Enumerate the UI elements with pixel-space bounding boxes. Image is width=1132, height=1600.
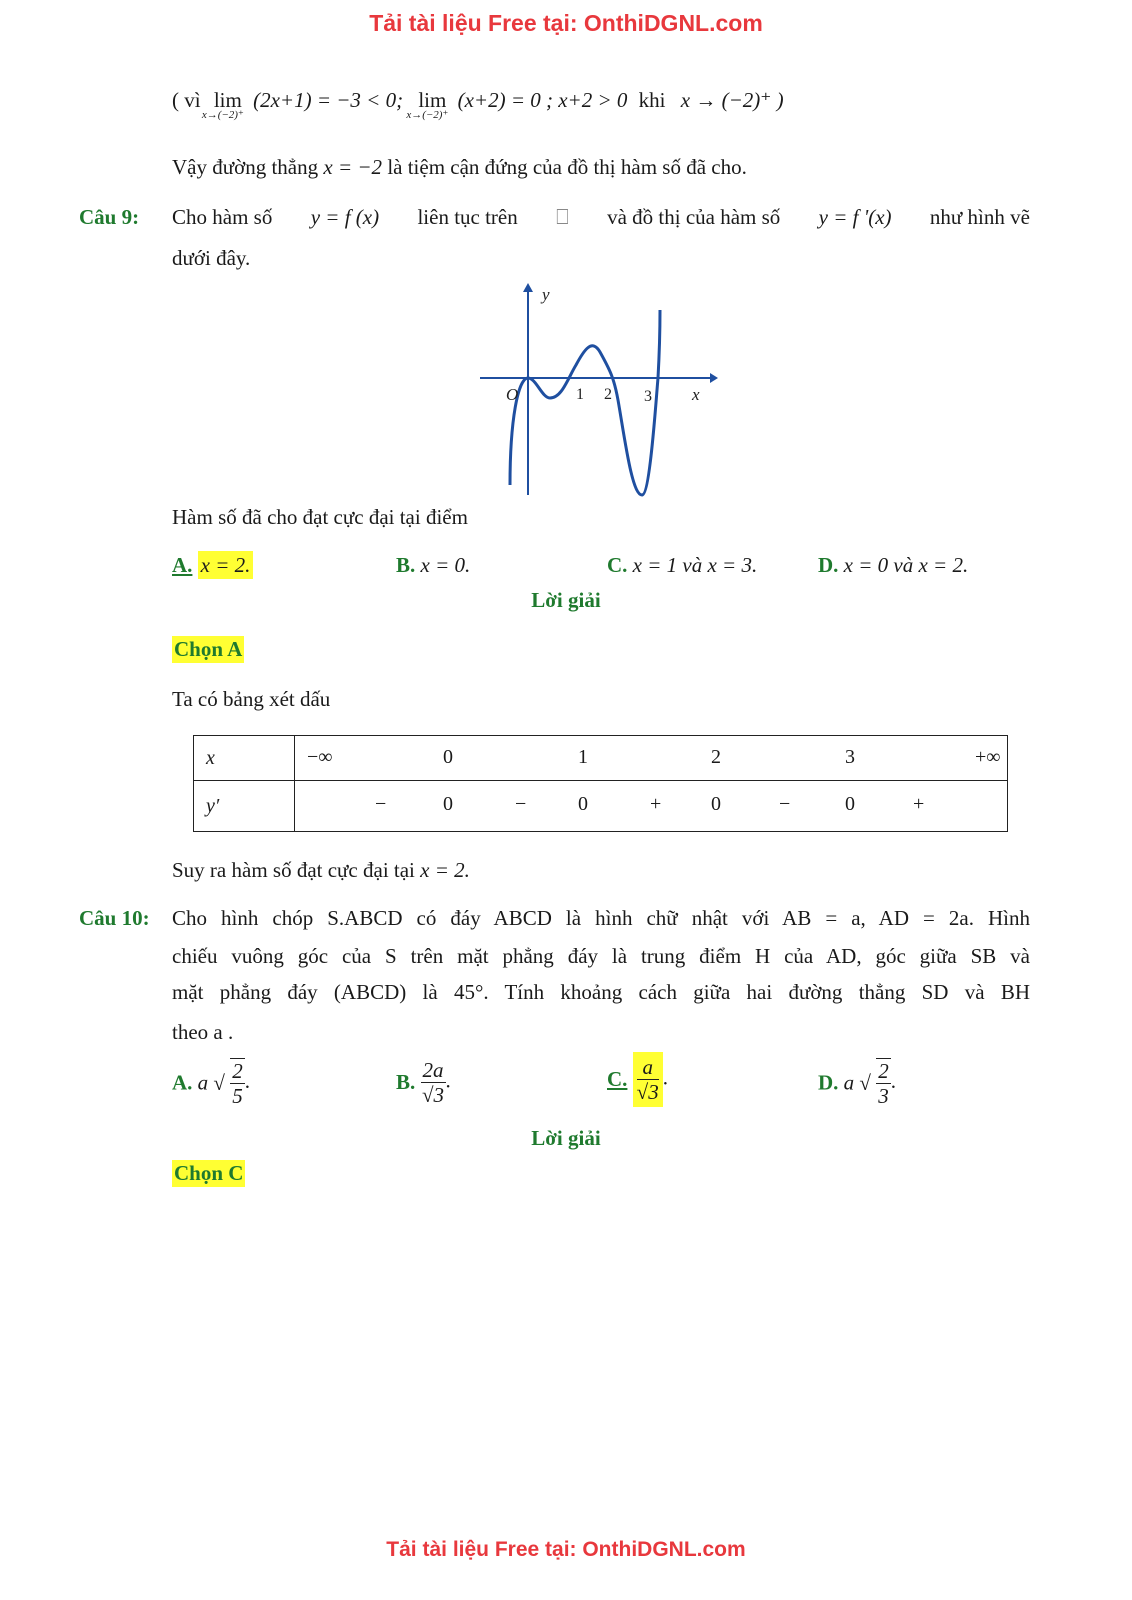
q10-label: Câu 10:: [79, 906, 150, 930]
q9-option-b[interactable]: [396, 553, 470, 578]
q10-option-b-den-value: 3: [433, 1083, 445, 1107]
limit-2-word: lim: [418, 88, 447, 112]
x-value: 1: [578, 746, 588, 768]
q9-option-a-letter: A.: [172, 553, 193, 577]
q9-option-d-text: x = 0 và x = 2.: [843, 553, 969, 577]
intro-tail: x → (−2)⁺ ): [680, 88, 784, 112]
sign-table-head-y: y′: [194, 781, 295, 832]
q10-option-d-letter: D.: [818, 1070, 839, 1095]
q10-option-c[interactable]: C. $\frac{a}{√3}$ .: [607, 1052, 668, 1107]
q9-text-d: như hình vẽ: [929, 205, 1030, 229]
graph-x-label: x: [692, 385, 700, 404]
derivative-curve: [510, 310, 660, 495]
intro-khi: khi: [638, 88, 666, 112]
intro-open: ( vì: [172, 88, 201, 112]
derivative-graph: [470, 280, 720, 500]
q10-option-c-letter: C.: [607, 1067, 628, 1091]
q10-option-a-fraction: [230, 1058, 245, 1108]
limit-2-expr: (x+2) = 0 ; x+2 > 0: [457, 88, 628, 112]
q9-solution-title: Lời giải: [531, 588, 601, 612]
q9-label: Câu 9:: [79, 205, 140, 229]
q9-conclusion-text: Suy ra hàm số đạt cực đại tại: [172, 858, 415, 882]
graph-tick-1: 1: [576, 386, 584, 403]
sign-value: 0: [443, 793, 453, 815]
q9-option-d-letter: D.: [818, 553, 839, 577]
limit-1-word: lim: [213, 88, 242, 112]
q10-choice: Chọn C: [174, 1161, 244, 1185]
q10-line1: Cho hình chóp S.ABCD có đáy ABCD là hình chữ nhật với AB = a, AD = 2a. Hình: [172, 906, 1030, 930]
q10-option-a[interactable]: A. a √ $\frac{2}{5}$ .: [172, 1059, 250, 1108]
q10-option-a-letter: A.: [172, 1070, 193, 1095]
x-value: −∞: [307, 746, 333, 768]
x-value: 3: [845, 746, 855, 768]
q10-line2: chiếu vuông góc của S trên mặt phẳng đáy là trung điểm H của AD, góc giữa SB và: [172, 944, 1030, 968]
q9-option-c-text: x = 1 và x = 3.: [632, 553, 758, 577]
q9-choice: Chọn A: [174, 637, 243, 661]
q9-table-intro: Ta có bảng xét dấu: [172, 687, 331, 711]
q9-math-b: y = f '(x): [818, 205, 892, 229]
sign-table: [193, 735, 1008, 832]
q9-option-a-text: x = 2.: [198, 551, 254, 579]
intro-conclusion-text-2: là tiệm cận đứng của đồ thị hàm số đã cho.: [387, 155, 747, 179]
graph-origin-label: O: [506, 385, 519, 404]
sign-table-head-x: x: [194, 736, 295, 781]
sign-table-row-y: [194, 781, 1008, 832]
intro-conclusion-math: x = −2: [323, 155, 383, 179]
q9-conclusion: [172, 858, 470, 883]
q10-option-b[interactable]: B. $\frac{2a}{√3}$ .: [396, 1058, 451, 1107]
q10-option-b-num: 2a: [422, 1058, 444, 1082]
q10-option-a-num: 2: [232, 1059, 243, 1083]
sign-value: +: [913, 793, 925, 815]
intro-conclusion: [172, 155, 747, 180]
sign-value: +: [650, 793, 662, 815]
footer-banner[interactable]: Tải tài liệu Free tại: OnthiDGNL.com: [386, 1538, 746, 1561]
q9-option-b-text: x = 0.: [420, 553, 471, 577]
q9-text-b: liên tục trên: [417, 205, 518, 229]
sign-value: −: [375, 793, 387, 815]
limit-2: [406, 88, 449, 121]
q10-option-c-den: √3: [636, 1080, 659, 1104]
q9-question: Hàm số đã cho đạt cực đại tại điểm: [172, 505, 468, 529]
q9-stem-line2: dưới đây.: [172, 246, 251, 270]
q10-option-b-fraction: [421, 1058, 446, 1107]
sign-value: 0: [711, 793, 721, 815]
limit-1-expr: (2x+1) = −3 < 0;: [253, 88, 404, 112]
x-value: +∞: [975, 746, 1001, 768]
q10-option-c-num: a: [637, 1055, 659, 1080]
sign-table-y-values: [295, 781, 1008, 832]
q10-option-d-num: 2: [878, 1059, 889, 1083]
q10-option-c-den-value: 3: [648, 1080, 659, 1104]
sign-table-row-x: [194, 736, 1008, 781]
q10-option-d-coef: a: [843, 1070, 855, 1095]
sign-value: −: [515, 793, 527, 815]
q10-option-b-letter: B.: [396, 1070, 416, 1094]
q9-option-c-letter: C.: [607, 553, 628, 577]
x-value: 0: [443, 746, 453, 768]
real-set-icon: ⎕: [556, 205, 569, 229]
q10-line4: theo a .: [172, 1020, 234, 1044]
intro-conclusion-text: Vậy đường thẳng: [172, 155, 319, 179]
q10-option-c-fraction: [633, 1052, 663, 1107]
sign-value: 0: [845, 793, 855, 815]
graph-tick-3: 3: [644, 388, 652, 405]
q9-conclusion-math: x = 2.: [420, 858, 470, 882]
x-axis-arrow: [710, 373, 718, 383]
q9-math-a: y = f (x): [310, 205, 380, 229]
q9-option-c[interactable]: [607, 553, 757, 578]
x-value: 2: [711, 746, 721, 768]
q10-option-a-den: 5: [232, 1084, 243, 1108]
graph-y-label: y: [542, 285, 550, 304]
sign-value: 0: [578, 793, 588, 815]
q10-option-d-fraction: [876, 1058, 891, 1108]
limit-1: [201, 88, 244, 121]
q10-option-a-coef: a: [197, 1070, 209, 1095]
intro-limit-line: [172, 88, 784, 121]
q9-stem-line1: [172, 205, 1030, 230]
sign-table-x-values: [295, 736, 1008, 781]
limit-2-sub: x→(−2)⁺: [406, 109, 449, 121]
q10-line3: mặt phẳng đáy (ABCD) là 45°. Tính khoảng cách giữa hai đường thẳng SD và BH: [172, 980, 1030, 1004]
q10-option-d[interactable]: D. a √ $\frac{2}{3}$ .: [818, 1059, 896, 1108]
sqrt-icon: √: [859, 1070, 871, 1095]
graph-tick-2: 2: [604, 386, 612, 403]
q10-option-b-den: √3: [422, 1083, 445, 1107]
q10-option-d-den: 3: [878, 1084, 889, 1108]
q9-option-d[interactable]: [818, 553, 968, 578]
q9-text-a: Cho hàm số: [172, 205, 273, 229]
y-axis-arrow: [523, 283, 533, 292]
sign-value: −: [779, 793, 791, 815]
limit-1-sub: x→(−2)⁺: [201, 109, 244, 121]
q10-solution-title: Lời giải: [531, 1126, 601, 1150]
sqrt-icon: √: [213, 1070, 225, 1095]
q9-option-b-letter: B.: [396, 553, 416, 577]
header-banner[interactable]: Tải tài liệu Free tại: OnthiDGNL.com: [369, 10, 763, 36]
q9-option-a[interactable]: [172, 553, 253, 578]
q9-text-c: và đồ thị của hàm số: [607, 205, 781, 229]
